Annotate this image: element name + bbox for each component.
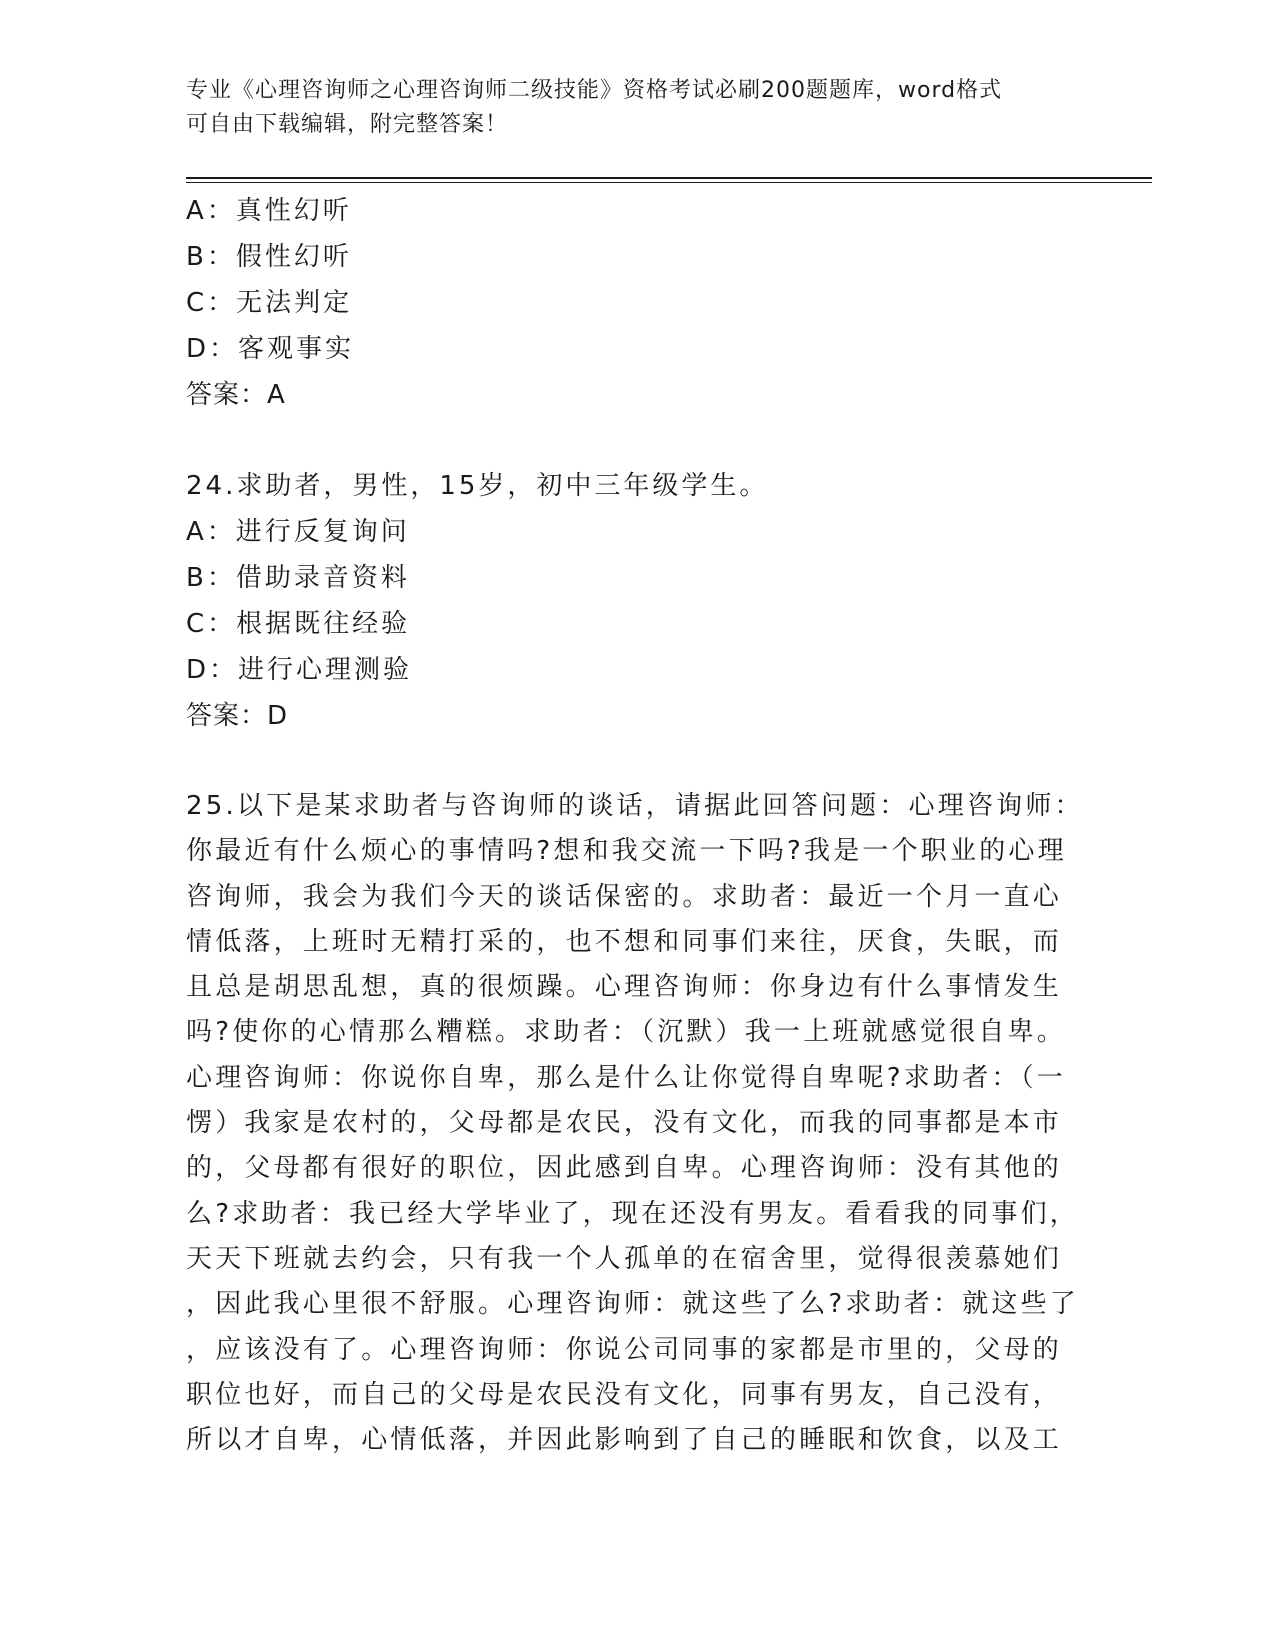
- option-b: B：借助录音资料: [186, 563, 410, 593]
- header-rule-thin: [186, 182, 1152, 183]
- header-line-1: 专业《心理咨询师之心理咨询师二级技能》资格考试必刷200题题库，word格式: [186, 78, 1003, 103]
- question-text-line: 职位也好，而自己的父母是农民没有文化，同事有男友，自己没有，: [186, 1379, 1063, 1410]
- question-text-line: 么?求助者：我已经大学毕业了，现在还没有男友。看看我的同事们，: [186, 1198, 1080, 1229]
- option-b: B：假性幻听: [186, 242, 352, 272]
- question-text-line: 25.以下是某求助者与咨询师的谈话，请据此回答问题：心理咨询师：: [186, 791, 1084, 821]
- header-rule-thick: [186, 177, 1152, 179]
- question-24-block: [186, 463, 1086, 739]
- option-c: C：根据既往经验: [186, 609, 411, 639]
- question-text-line: 情低落，上班时无精打采的，也不想和同事们来往，厌食，失眠，而: [186, 926, 1063, 957]
- question-stem: 24.求助者，男性，15岁，初中三年级学生。: [186, 471, 769, 501]
- question-25-block: [186, 784, 1086, 1463]
- option-c: C：无法判定: [186, 288, 353, 318]
- question-text-line: ，因此我心里很不舒服。心理咨询师：就这些了么?求助者：就这些了: [186, 1289, 1080, 1320]
- option-d: D：进行心理测验: [186, 655, 413, 685]
- option-a: A：进行反复询问: [186, 517, 410, 547]
- question-text-line: 且总是胡思乱想，真的很烦躁。心理咨询师：你身边有什么事情发生: [186, 972, 1063, 1003]
- question-text-line: 天天下班就去约会，只有我一个人孤单的在宿舍里，觉得很羡慕她们: [186, 1243, 1063, 1274]
- question-text-line: 愣）我家是农村的，父母都是农民，没有文化，而我的同事都是本市: [186, 1108, 1063, 1139]
- block-spacer: [186, 739, 1086, 784]
- answer-line: 答案：A: [186, 380, 286, 410]
- question-text-line: 的，父母都有很好的职位，因此感到自卑。心理咨询师：没有其他的: [186, 1153, 1063, 1184]
- header-line-2: 可自由下载编辑，附完整答案！: [186, 112, 509, 137]
- question-text-line: 吗?使你的心情那么糟糕。求助者：（沉默）我一上班就感觉很自卑。: [186, 1017, 1067, 1048]
- document-header: [186, 74, 1066, 142]
- option-d: D：客观事实: [186, 334, 355, 364]
- question-23-block: [186, 188, 1086, 418]
- question-text-line: ，应该没有了。心理咨询师：你说公司同事的家都是市里的，父母的: [186, 1334, 1063, 1365]
- question-text-line: 所以才自卑，心情低落，并因此影响到了自己的睡眠和饮食，以及工: [186, 1425, 1063, 1456]
- block-spacer: [186, 418, 1086, 463]
- option-a: A：真性幻听: [186, 196, 352, 226]
- document-body: [186, 188, 1086, 1463]
- question-text-line: 你最近有什么烦心的事情吗?想和我交流一下吗?我是一个职业的心理: [186, 836, 1067, 867]
- question-text-line: 咨询师，我会为我们今天的谈话保密的。求助者：最近一个月一直心: [186, 881, 1063, 912]
- question-text-line: 心理咨询师：你说你自卑，那么是什么让你觉得自卑呢?求助者：（一: [186, 1062, 1067, 1093]
- answer-line: 答案：D: [186, 701, 289, 731]
